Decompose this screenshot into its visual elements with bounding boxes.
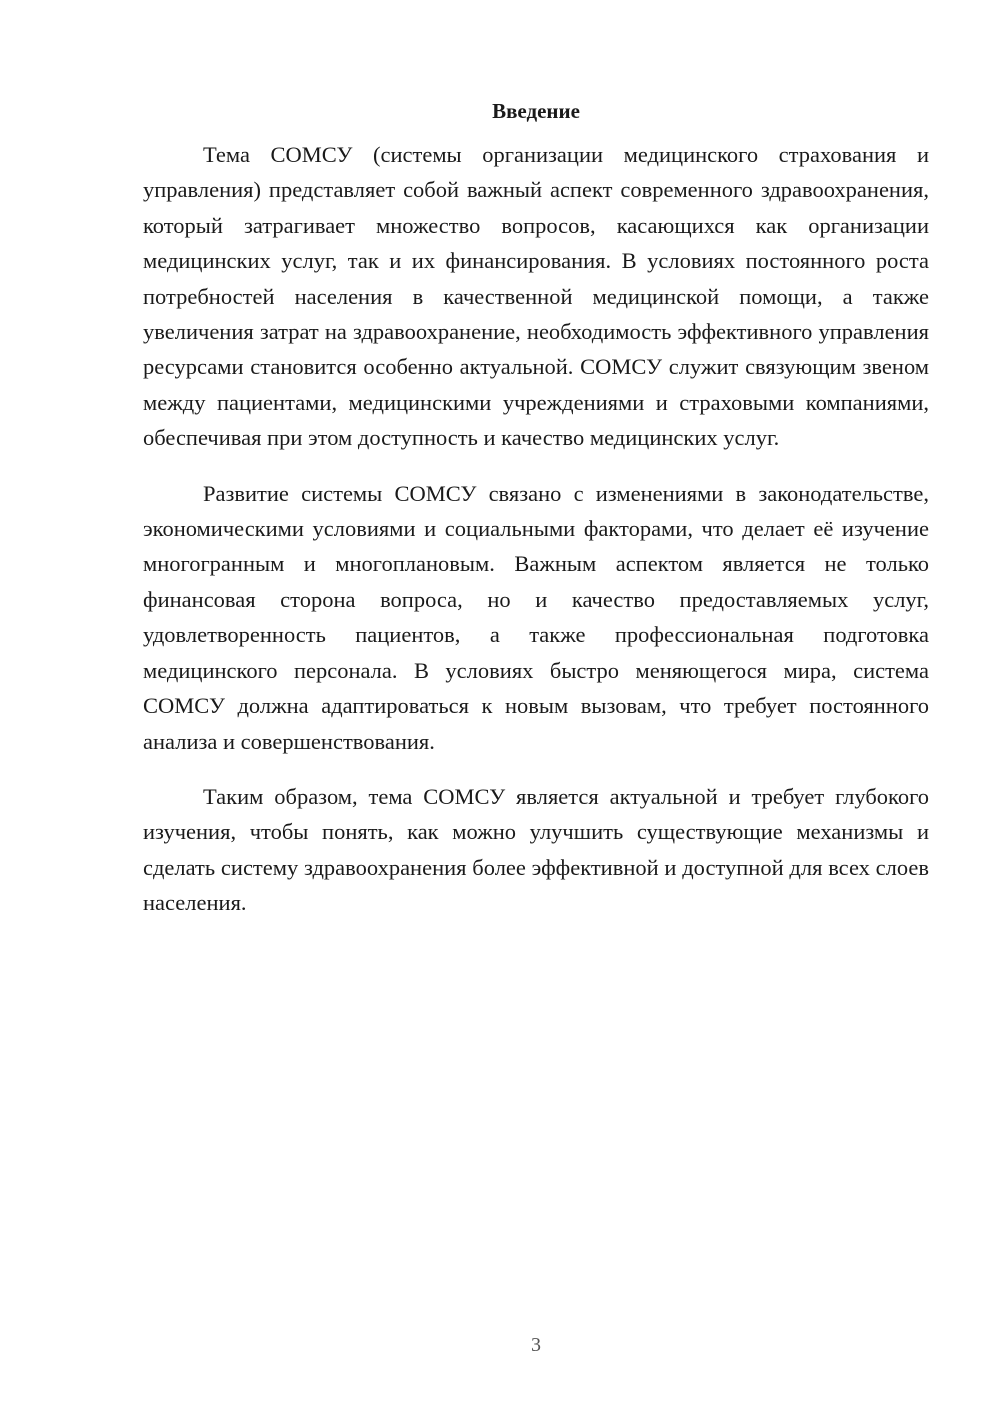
paragraph-intro: Тема СОМСУ (системы организации медицинского страхования и управления) представляет собой важный аспект современного здравоохранения, который затрагивает множество вопросов, касающихся как организации медицинских услуг, так и их финансирования. В условиях постоянного роста потребностей населения в качественной медицинской помощи, а также увеличения затрат на здравоохранение, необходимость эффективного управления ресурсами становится особенно актуальной. СОМСУ служит связующим звеном между пациентами, медицинскими учреждениями и страховыми компаниями, обеспечивая при этом доступность и качество медицинских услуг. <box>143 142 929 451</box>
section-title: Введение <box>492 99 580 123</box>
paragraph-development: Развитие системы СОМСУ связано с изменениями в законодательстве, экономическими условиями и социальными факторами, что делает её изучение многогранным и многоплановым. Важным аспектом является не только финансовая сторона вопроса, но и качество предоставляемых услуг, удовлетворенность пациентов, а также профессиональная подготовка медицинского персонала. В условиях быстро меняющегося мира, система СОМСУ должна адаптироваться к новым вызовам, что требует постоянного анализа и совершенствования. <box>143 480 929 754</box>
page-content <box>143 96 929 921</box>
page-number: 3 <box>531 1334 541 1356</box>
paragraph-conclusion: Таким образом, тема СОМСУ является актуальной и требует глубокого изучения, чтобы понять, как можно улучшить существующие механизмы и сделать систему здравоохранения более эффективной и доступной для всех слоев населения. <box>143 783 929 916</box>
